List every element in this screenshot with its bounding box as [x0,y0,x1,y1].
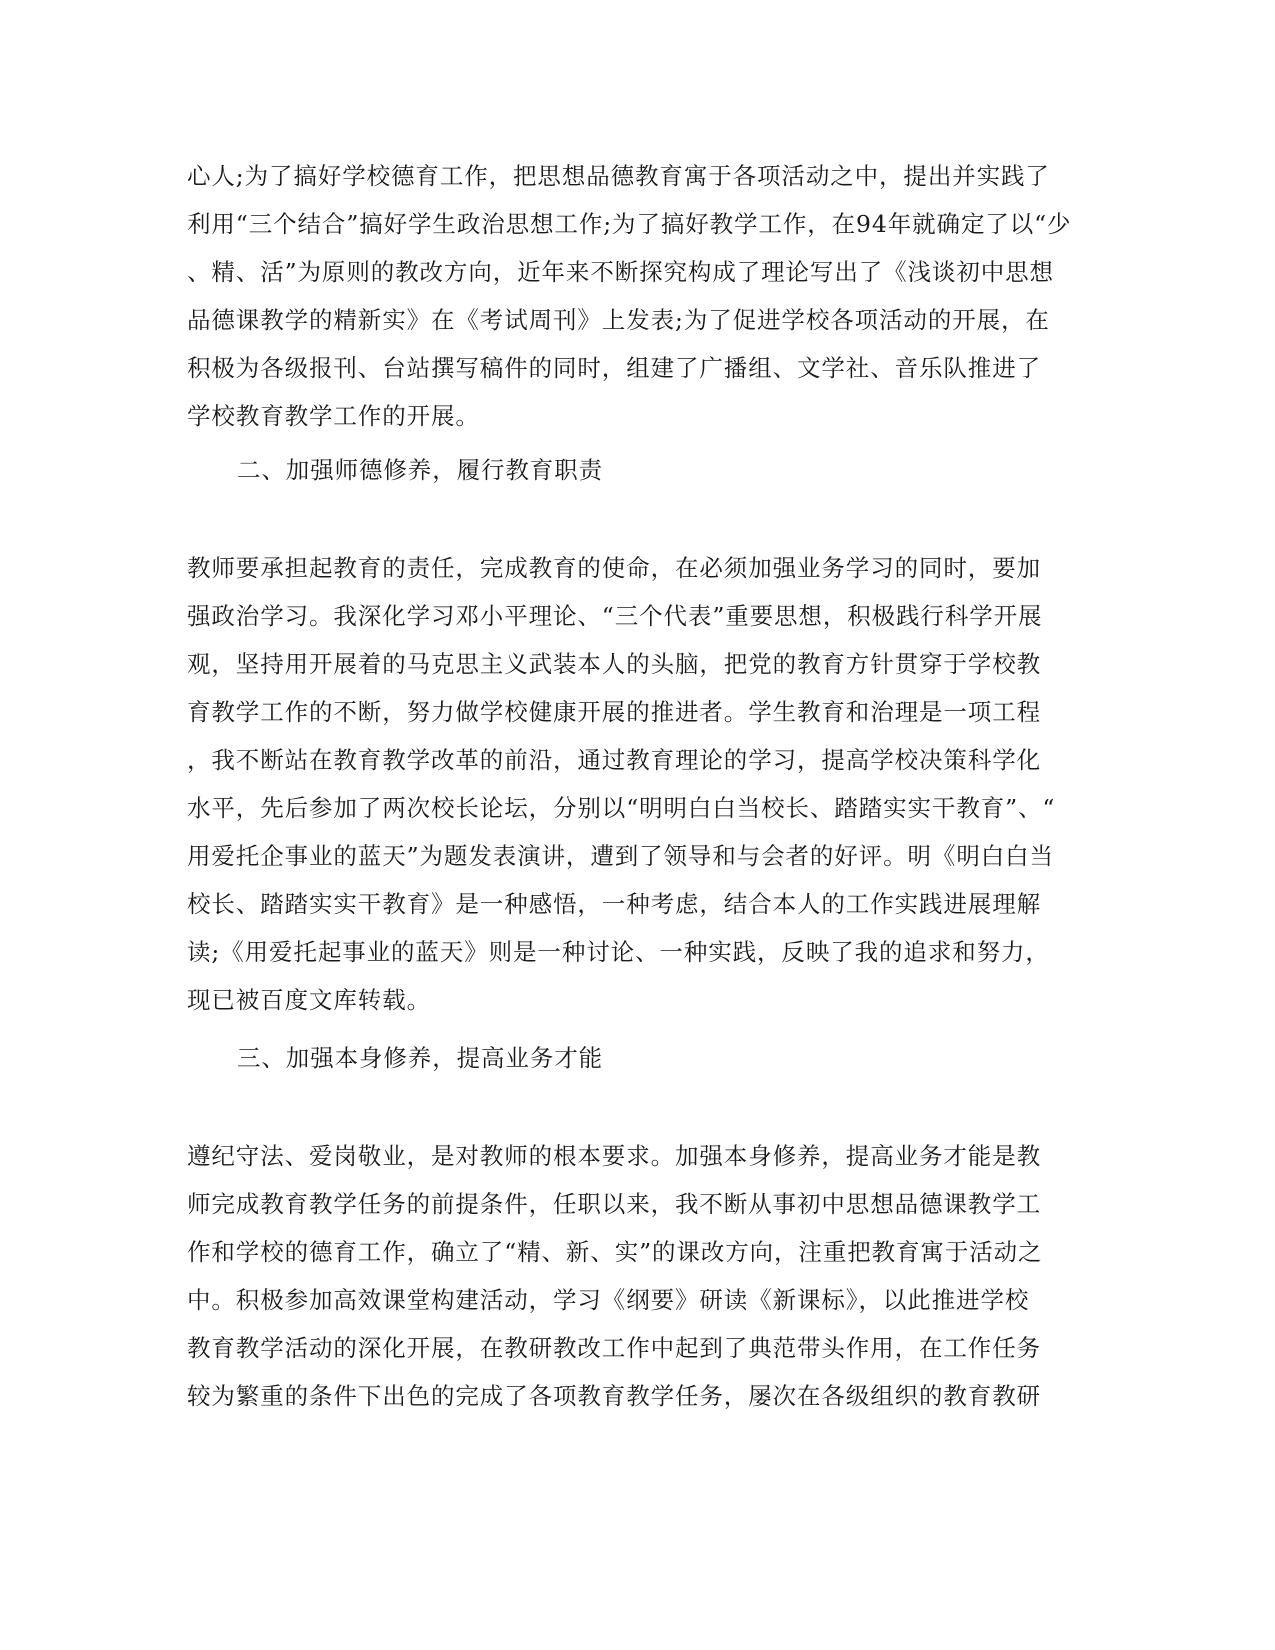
text-line: 、精、活”为原则的教改方向，近年来不断探究构成了理论写出了《浅谈初中思想 [187,258,1054,286]
section-2-paragraph [187,544,1067,1024]
text-line: 作和学校的德育工作，确立了“精、新、实”的课改方向，注重把教育寓于活动之 [187,1238,1043,1266]
text-line: 积极为各级报刊、台站撰写稿件的同时，组建了广播组、文学社、音乐队推进了 [187,354,1041,382]
text-line: 品德课教学的精新实》在《考试周刊》上发表;为了促进学校各项活动的开展，在 [187,306,1050,334]
section-3-paragraph [187,1132,1067,1420]
text-line: 育教学工作的不断，努力做学校健康开展的推进者。学生教育和治理是一项工程 [187,698,1041,726]
text-line: 校长、踏踏实实干教育》是一种感悟，一种考虑，结合本人的工作实践进展理解 [187,890,1041,918]
section-3-heading: 三、加强本身修养，提高业务才能 [237,1044,603,1072]
paragraph-1 [187,152,1072,440]
text-line: 较为繁重的条件下出色的完成了各项教育教学任务，屡次在各级组织的教育教研 [187,1382,1041,1410]
text-line: 利用“三个结合”搞好学生政治思想工作;为了搞好教学工作，在94年就确定了以“少 [187,210,1072,238]
text-line: 遵纪守法、爱岗敬业，是对教师的根本要求。加强本身修养，提高业务才能是教 [187,1142,1041,1170]
section-2-heading: 二、加强师德修养，履行教育职责 [237,456,603,484]
text-line: 现已被百度文库转载。 [187,986,431,1014]
text-line: 教育教学活动的深化开展，在教研教改工作中起到了典范带头作用，在工作任务 [187,1334,1041,1362]
text-line: 观，坚持用开展着的马克思主义武装本人的头脑，把党的教育方针贯穿于学校教 [187,650,1041,678]
text-line: 心人;为了搞好学校德育工作，把思想品德教育寓于各项活动之中，提出并实践了 [187,162,1050,190]
text-line: 读;《用爱托起事业的蓝天》则是一种讨论、一种实践，反映了我的追求和努力， [187,938,1050,966]
text-line: 水平，先后参加了两次校长论坛，分别以“明明白白当校长、踏踏实实干教育”、“ [187,794,1056,822]
text-line: 用爱托企事业的蓝天”为题发表演讲，遭到了领导和与会者的好评。明《明白白当 [187,842,1054,870]
text-line: 中。积极参加高效课堂构建活动，学习《纲要》研读《新课标》，以此推进学校 [187,1286,1030,1314]
text-line: 强政治学习。我深化学习邓小平理论、“三个代表”重要思想，积极践行科学开展 [187,602,1043,630]
text-line: 师完成教育教学任务的前提条件，任职以来，我不断从事初中思想品德课教学工 [187,1190,1041,1218]
text-line: 学校教育教学工作的开展。 [187,402,480,430]
text-line: ，我不断站在教育教学改革的前沿，通过教育理论的学习，提高学校决策科学化 [187,746,1041,774]
text-line: 教师要承担起教育的责任，完成教育的使命，在必须加强业务学习的同时，要加 [187,554,1041,582]
